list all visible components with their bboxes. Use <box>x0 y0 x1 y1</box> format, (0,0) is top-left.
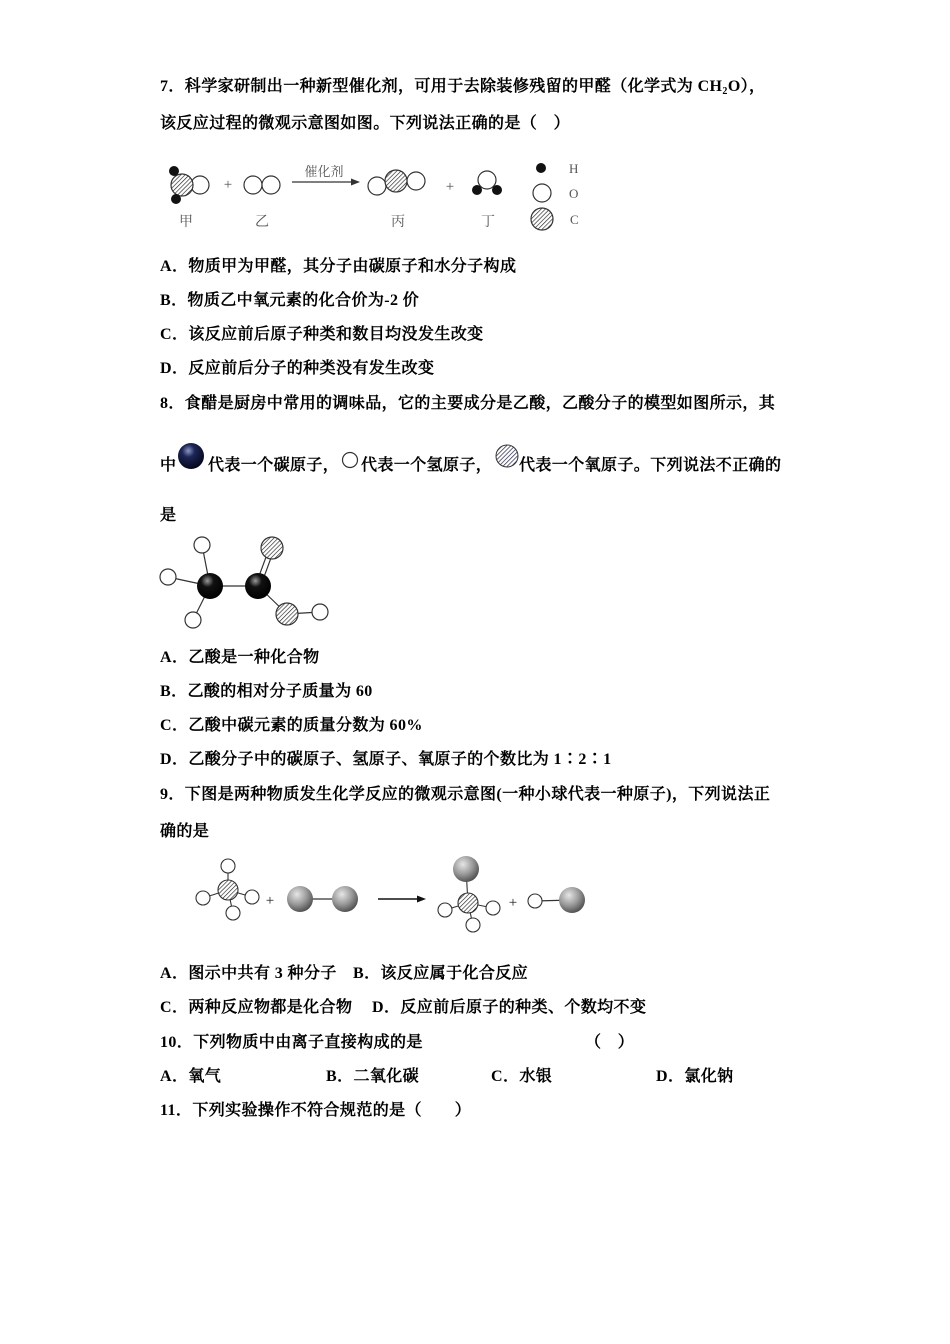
q9-reactant-2 <box>287 886 358 912</box>
small-atom <box>221 859 235 873</box>
small-atom <box>196 891 210 905</box>
q9-reactant-1 <box>196 859 259 920</box>
q7-option-c: C．该反应前后原子种类和数目均没发生改变 <box>160 326 484 343</box>
q9-stem-line1: 9．下图是两种物质发生化学反应的微观示意图(一种小球代表一种原子)，下列说法正 <box>160 786 771 803</box>
q10-option-d: D．氯化钠 <box>656 1068 734 1085</box>
q7-reaction-diagram <box>150 150 590 240</box>
q9-plus-1: + <box>265 893 275 909</box>
carbon-atom <box>245 573 271 599</box>
oxygen-atom <box>191 176 209 194</box>
q9-option-d: D．反应前后原子的种类、个数均不变 <box>372 999 647 1016</box>
oxygen-atom <box>262 176 280 194</box>
hatched-atom <box>218 880 238 900</box>
q7-option-d: D．反应前后分子的种类没有发生改变 <box>160 360 435 377</box>
oxygen-atom-icon <box>495 444 519 468</box>
hydrogen-atom <box>160 569 176 585</box>
gray-atom <box>287 886 313 912</box>
small-atom <box>528 894 542 908</box>
oxygen-atom <box>276 603 298 625</box>
q7-label-bing: 丙 <box>391 215 405 230</box>
q8-stem-line2-start: 中 <box>160 457 177 474</box>
q7-catalyst-label: 催化剂 <box>304 164 344 179</box>
q8-acetic-acid-model <box>150 530 340 630</box>
q9-option-a: A．图示中共有 3 种分子 <box>160 965 337 982</box>
q8-stem-line2-carbon-text: 代表一个碳原子， <box>208 457 340 474</box>
q7-stem-line1 <box>160 77 765 97</box>
hydrogen-atom <box>472 185 482 195</box>
legend-oxygen-icon <box>533 184 551 202</box>
q7-stem-text-a: 7．科学家研制出一种新型催化剂，可用于去除装修残留的甲醛（化学式为 CH <box>160 78 723 95</box>
q9-product-1 <box>438 856 500 932</box>
q10-option-b: B．二氧化碳 <box>326 1068 420 1085</box>
hydrogen-atom-icon <box>341 451 359 469</box>
legend-o-label: O <box>569 186 579 201</box>
q7-stem-line2: 该反应过程的微观示意图如图。下列说法正确的是（ ） <box>160 115 571 132</box>
q8-option-d: D．乙酸分子中的碳原子、氢原子、氧原子的个数比为 1∶2∶1 <box>160 751 612 768</box>
q7-option-a: A．物质甲为甲醛，其分子由碳原子和水分子构成 <box>160 258 517 275</box>
q7-plus-1: + <box>223 177 233 193</box>
q7-option-b: B．物质乙中氧元素的化合价为-2 价 <box>160 292 420 309</box>
q8-option-a: A．乙酸是一种化合物 <box>160 649 320 666</box>
q7-stem-text-b: O）， <box>727 78 766 95</box>
oxygen-atom <box>407 172 425 190</box>
carbon-atom-icon <box>177 442 205 470</box>
oxygen-atom <box>261 537 283 559</box>
small-atom <box>245 890 259 904</box>
q7-plus-2: + <box>445 179 455 195</box>
q9-product-2 <box>528 887 585 913</box>
hydrogen-atom <box>194 537 210 553</box>
q7-legend <box>531 161 579 230</box>
oxygen-atom <box>244 176 262 194</box>
q10-option-c: C．水银 <box>491 1068 553 1085</box>
q9-reaction-diagram <box>190 850 590 935</box>
gray-atom <box>332 886 358 912</box>
q8-stem-line1: 8．食醋是厨房中常用的调味品，它的主要成分是乙酸，乙酸分子的模型如图所示，其 <box>160 395 776 412</box>
legend-h-label: H <box>569 161 579 176</box>
legend-c-label: C <box>570 212 579 227</box>
q9-plus-2: + <box>508 895 518 911</box>
q8-stem-line2-oxygen-text: 代表一个氧原子。下列说法不正确的 <box>519 457 782 474</box>
q11-stem: 11．下列实验操作不符合规范的是（ ） <box>160 1102 472 1119</box>
legend-hydrogen-icon <box>536 163 546 173</box>
q7-reaction-arrow <box>292 179 360 186</box>
carbon-atom <box>385 170 407 192</box>
carbon-atom <box>171 174 193 196</box>
small-atom <box>438 903 452 917</box>
q10-option-a: A．氧气 <box>160 1068 222 1085</box>
q7-label-yi: 乙 <box>255 215 269 230</box>
q7-molecule-bing <box>368 170 425 195</box>
q10-answer-bracket: （ ） <box>585 1034 635 1051</box>
carbon-atom <box>197 573 223 599</box>
q9-option-b: B．该反应属于化合反应 <box>353 965 529 982</box>
gray-atom <box>559 887 585 913</box>
hydrogen-atom <box>169 166 179 176</box>
hydrogen-atom <box>171 194 181 204</box>
hydrogen-atom <box>312 604 328 620</box>
small-atom <box>226 906 240 920</box>
small-atom <box>486 901 500 915</box>
q9-stem-line2: 确的是 <box>160 823 210 840</box>
small-atom <box>466 918 480 932</box>
gray-atom <box>453 856 479 882</box>
q8-stem-line3: 是 <box>160 507 177 524</box>
q7-formula-subscript: 2 <box>722 86 728 97</box>
oxygen-atom <box>368 177 386 195</box>
oxygen-atom <box>478 171 496 189</box>
q10-stem: 10．下列物质中由离子直接构成的是 <box>160 1034 423 1051</box>
q8-stem-line2-hydrogen-text: 代表一个氢原子， <box>361 457 493 474</box>
q7-molecule-yi <box>244 176 280 194</box>
q8-option-b: B．乙酸的相对分子质量为 60 <box>160 683 373 700</box>
hydrogen-atom <box>492 185 502 195</box>
q9-reaction-arrow <box>378 896 426 903</box>
q7-label-jia: 甲 <box>179 215 193 230</box>
hydrogen-atom <box>185 612 201 628</box>
hatched-atom <box>458 893 478 913</box>
q7-molecule-ding <box>472 171 502 195</box>
legend-carbon-icon <box>531 208 553 230</box>
q7-molecule-jia <box>169 166 209 204</box>
q7-label-ding: 丁 <box>481 215 495 230</box>
q9-option-c: C．两种反应物都是化合物 <box>160 999 353 1016</box>
q8-option-c: C．乙酸中碳元素的质量分数为 60% <box>160 717 423 734</box>
